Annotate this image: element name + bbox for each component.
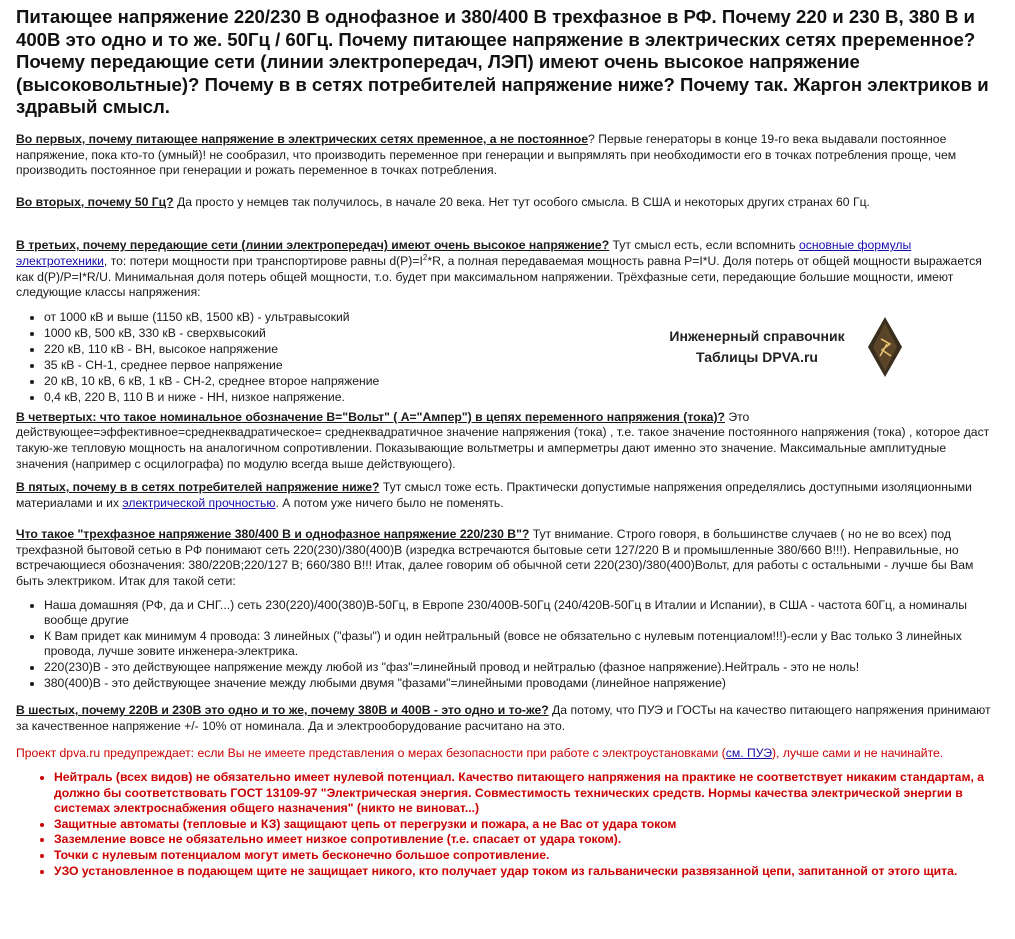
list-item: • 220(230)В - это действующее напряжение между любой из "фаз"=линейный провод и нейтралью (фазное напряжение).Нейтраль - это не ноль! (44, 660, 1000, 676)
list-item: • 380(400)В - это действующее значение между любыми двумя "фазами"=линейными проводами (линейное напряжение) (44, 676, 1000, 692)
section-4 (16, 410, 1000, 472)
list-item: • Защитные автоматы (тепловые и КЗ) защищают цепь от перегрузки и пожара, а не Вас от удара током (54, 817, 1000, 833)
formulas-link[interactable]: основные формулы электротехники (16, 238, 912, 268)
safety-warning (16, 746, 1000, 762)
square-superscript: 2 (422, 252, 428, 262)
section-5-lead: В пятых, почему в в сетях потребителей напряжение ниже? (16, 480, 380, 495)
section-2 (16, 195, 1000, 211)
list-item: • 20 кВ, 10 кВ, 6 кВ, 1 кВ - СН-2, среднее второе напряжение (44, 373, 1000, 389)
list-item: • К Вам придет как минимум 4 провода: 3 линейных ("фазы") и один нейтральный (вовсе не обязательно с нулевым потенциалом!!!)-если у Вас только 3 линейных провода, лучше зовите инженера-электрика. (44, 629, 1000, 660)
section-5 (16, 480, 1000, 511)
section-6-text: Тут внимание. Строго говоря, в большинстве случаев ( но не во всех) под трехфазной бытовой сетью в РФ понимают сеть 220(230)/380(400)В (изредка встречаются бытовые сети 127/220 В и промышленные 380/660 В!!!). Неправильные, но встречающиеся обозначения: 380/220В;220/127 В; 660/380 В!!! Итак, далее говорим об обычной сети 220(230)/380(400)Вольт, для работы с остальными - лучше бы Вам быть электриком. Итак для такой сети: (16, 527, 974, 589)
list-item: • 35 кВ - СН-1, среднее первое напряжение (44, 357, 1000, 373)
list-item: • 1000 кВ, 500 кВ, 330 кВ - сверхвысокий (44, 325, 1000, 341)
section-7-lead: В шестых, почему 220В и 230В это одно и то же, почему 380В и 400В - это одно и то-же? (16, 703, 549, 718)
dpva-logo[interactable] (654, 317, 904, 377)
section-1 (16, 132, 1000, 179)
dielectric-strength-link[interactable]: электрической прочностью (122, 495, 276, 510)
list-item: • Заземление вовсе не обязательно имеет низкое сопротивление (т.е. спасает от удара током). (54, 832, 1000, 848)
section-5-text-2: . А потом уже ничего было не поменять. (275, 495, 504, 510)
section-3 (16, 238, 1000, 300)
list-item: • Нейтраль (всех видов) не обязательно имеет нулевой потенциал. Качество питающего напряжения на практике не соответствует никаким стандартам, а должно бы соответствовать ГОСТ 13109-97 "Электрическая энергия. Совместимость технических средств. Нормы качества электрической энергии в системах электроснабжения общего назначения" (никто не виноват...) (54, 770, 1000, 817)
pue-link[interactable]: см. ПУЭ (725, 746, 772, 761)
list-item: • от 1000 кВ и выше (1150 кВ, 1500 кВ) - ультравысокий (44, 309, 1000, 325)
section-7-text: Да потому, что ПУЭ и ГОСТы на качество питающего напряжения принимают за качественное напряжение +/- 10% от номинала. Да и электрооборудование расчитано на это. (16, 703, 991, 733)
warning-text-1: Проект dpva.ru предупреждает: если Вы не имеете представления о мерах безопасности при работе с электроустановками ( (16, 746, 726, 761)
page-title: Питающее напряжение 220/230 В однофазное и 380/400 В трехфазное в РФ. Почему 220 и 230 В, 380 В и 400В это одно и то же. 50Гц / 60Гц. Почему питающее напряжение в электрических сетях преременное? Почему передающие сети (линии электропередач, ЛЭП) имеют очень высокое напряжение (высоковольтные)? Почему в в сетях потребителей напряжение ниже? Почему так. Жаргон электриков и здравый смысл. (16, 6, 989, 118)
phase-network-list (16, 598, 1000, 692)
list-item: • УЗО установленное в подающем щите не защищает никого, кто получает удар током из гальванически развязанной цепи, запитанной от этого щита. (54, 864, 1000, 880)
logo-text (654, 326, 860, 368)
section-2-lead: Во вторых, почему 50 Гц? (16, 194, 174, 209)
section-7 (16, 703, 1000, 734)
section-3-text-3: *R, а полная передаваемая мощность равна P=I*U. Доля потерь от общей мощности выражается как d(P)/P=I*R/U. Минимальная доля потерь общей мощности, т.о. будет при максимальном напряжении. Трёхфазные сети, передающие большие мощности, имеют следующие классы напряжения: (16, 253, 982, 300)
section-3-lead: В третьих, почему передающие сети (линии электропередач) имеют очень высокое напряжение? (16, 238, 610, 253)
warning-text-2: ), лучше сами и не начинайте. (772, 746, 944, 761)
section-1-lead: Во первых, почему питающее напряжение в электрических сетях пременное, а не постоянное (16, 131, 589, 146)
section-1-text: ? Первые генераторы в конце 19-го века выдавали постоянное напряжение, пока кто-то (умный)! не сообразил, что производить переменное при генерации и выпрямлять при необходимости его в точках потребления проще, чем производить постоянное при генерации и рожать переменное в точках потребления. (16, 131, 957, 178)
logo-line-1: Инженерный справочник (669, 328, 845, 344)
safety-warnings-list (16, 770, 1000, 879)
section-6 (16, 527, 1000, 589)
list-item: • 220 кВ, 110 кВ - ВН, высокое напряжение (44, 341, 1000, 357)
list-item: • Точки с нулевым потенциалом могут иметь бесконечно большое сопротивление. (54, 848, 1000, 864)
section-4-lead: В четвертых: что такое номинальное обозначение В="Вольт" ( А="Ампер") в цепях переменного напряжения (тока)? (16, 409, 725, 424)
list-item: • Наша домашняя (РФ, да и СНГ...) сеть 230(220)/400(380)В-50Гц, в Европе 230/400В-50Гц (240/420В-50Гц в Италии и Испании), в США - частота 60Гц, а номиналы вообще другие (44, 598, 1000, 629)
section-3-text-2: , то: потери мощности при транспортирове равны d(P)=I (103, 253, 423, 268)
logo-line-2: Таблицы DPVA.ru (696, 349, 818, 365)
list-item: • 0,4 кВ, 220 В, 110 В и ниже - НН, низкое напряжение. (44, 389, 1000, 405)
section-5-text-1: Тут смысл тоже есть. Практически допустимые напряжения определялись доступными изоляционными материалами и их (16, 480, 972, 510)
diamond-logo-icon (868, 317, 902, 377)
section-3-text-1: Тут смысл есть, если вспомнить (609, 238, 799, 253)
section-4-text: Это действующее=эффективное=среднеквадратическое= среднеквадратичное значение напряжения (тока) , т.е. такое значение постоянного напряжения (тока) , которое даст такую-же тепловую мощность на аналогичном сопротивлении. Показывающие вольтметры и амперметры дают именно это значение. Максимальные амплитудные значения (например с осцилографа) по модулю всегда выше действующего). (16, 409, 990, 471)
section-6-lead: Что такое "трехфазное напряжение 380/400 В и однофазное напряжение 220/230 В"? (16, 527, 530, 542)
section-2-text: Да просто у немцев так получилось, в начале 20 века. Нет тут особого смысла. В США и некоторых других странах 60 Гц. (173, 194, 870, 209)
